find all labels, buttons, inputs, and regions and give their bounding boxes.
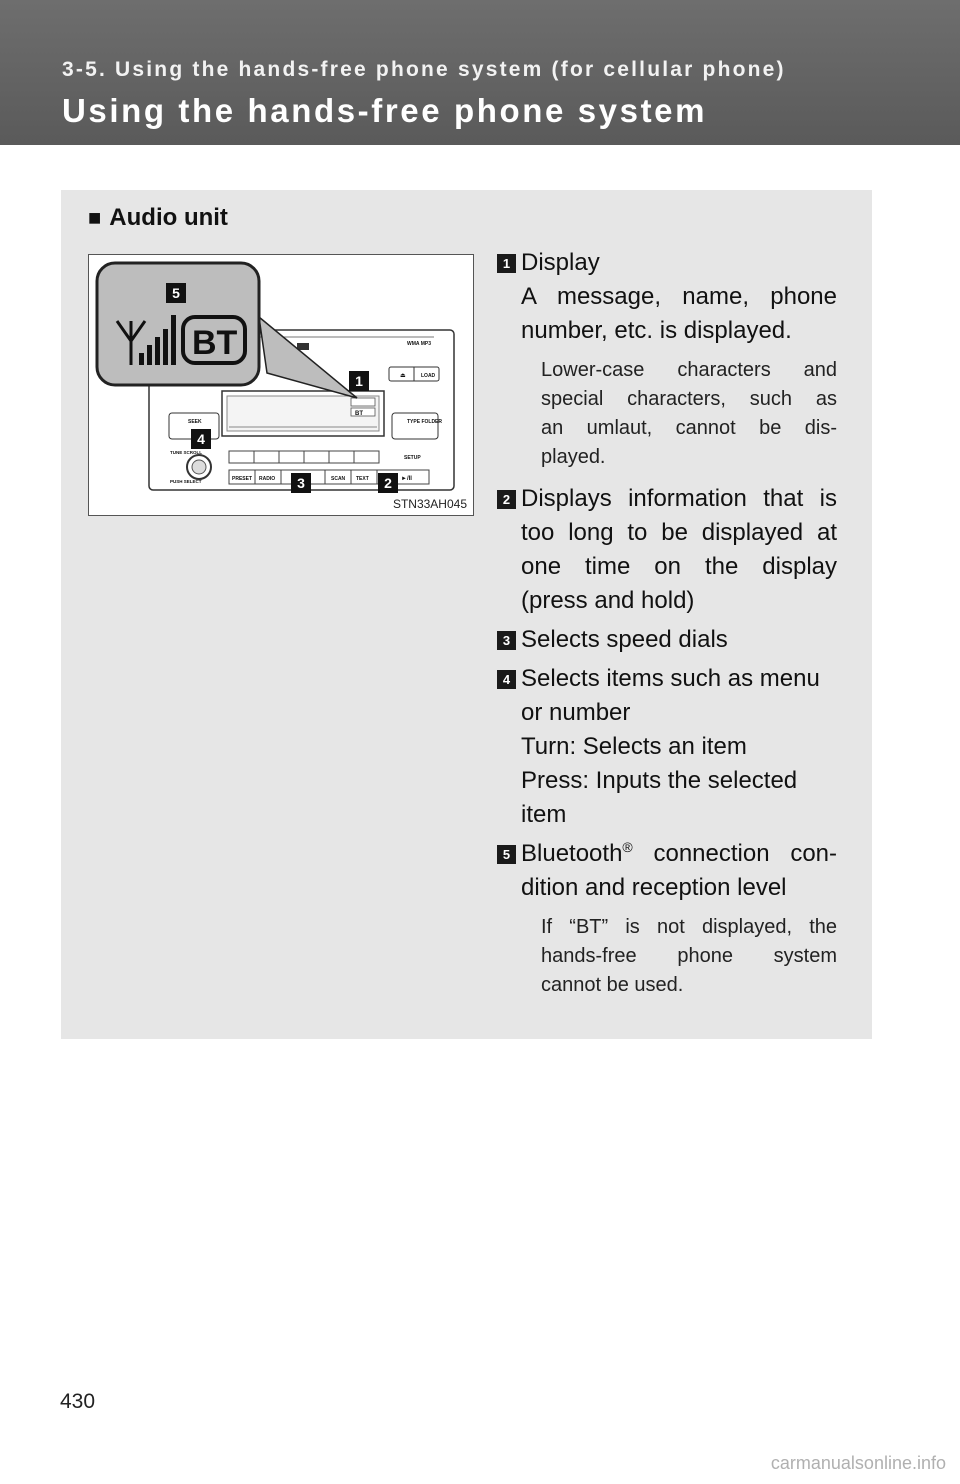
item-1-line-2: A message, name, phone [521,283,837,310]
item-number-1: 1 [497,254,516,273]
wma-mp3-label: WMA MP3 [407,341,431,347]
callout-5-label: 5 [172,285,180,301]
item-2-line-1: Displays information that is [521,485,837,512]
list-item-4 [497,662,837,832]
registered-mark: ® [622,839,633,855]
bt-badge-text: BT [192,324,238,362]
item-5-note-line-3: cannot be used. [541,974,684,996]
item-4-line-5: item [521,801,567,828]
callout-4 [191,429,211,449]
callout-3 [291,473,311,493]
item-number-4: 4 [497,670,516,689]
item-5-line-1 [521,837,837,871]
item-1-note-line-3: an umlaut, cannot be dis- [541,417,837,439]
item-2-line-4: (press and hold) [521,587,695,614]
audio-unit-illustration [89,255,473,515]
section-heading-text: Audio unit [109,204,228,231]
audio-unit-figure [88,254,474,516]
callout-2-label: 2 [384,475,392,491]
item-4-line-4: Press: Inputs the selected [521,767,798,794]
item-3-line-1: Selects speed dials [521,626,728,653]
item-1-note-line-4: played. [541,446,606,468]
callout-3-label: 3 [297,475,305,491]
item-2-line-2: too long to be displayed at [521,519,837,546]
play-pause-label: ►/II [401,476,412,482]
item-number-5: 5 [497,845,516,864]
item-5-line-1-rest: connection con- [632,840,837,867]
chapter-title: 3-5. Using the hands-free phone system (for cellular phone) [62,58,786,81]
item-1-line-1: Display [521,249,600,276]
text-label: TEXT [356,476,369,482]
page-number: 430 [60,1390,96,1413]
section-heading [88,204,228,232]
radio-label: RADIO [259,476,276,482]
item-5-note [541,913,837,1000]
push-select-label: PUSH SELECT [170,479,202,484]
scan-label: SCAN [331,476,346,482]
type-folder-button [392,413,438,439]
setup-label: SETUP [404,455,421,461]
list-item-1 [497,246,837,472]
seek-label: SEEK [188,419,202,425]
item-5-line-2: dition and reception level [521,874,787,901]
item-5-note-line-2: hands-free phone system [541,945,837,967]
list-item-5 [497,837,837,1000]
item-1-note-line-2: special characters, such as [541,388,837,410]
preset-label: PRESET [232,476,253,482]
item-4-line-1: Selects items such as menu [521,665,820,692]
item-5-bluetooth: Bluetooth [521,840,623,867]
page-header [0,0,960,145]
item-number-2: 2 [497,490,516,509]
list-item-3 [497,623,837,657]
item-5-note-line-1: If “BT” is not displayed, the [541,916,837,938]
figure-code: STN33AH045 [392,497,467,511]
callout-1-label: 1 [355,373,363,389]
callout-4-label: 4 [197,431,205,447]
tune-scroll-label: TUNE SCROLL [170,450,202,455]
load-label: LOAD [421,373,436,379]
list-item-2 [497,482,837,618]
watermark: carmanualsonline.info [770,1453,946,1473]
item-1-line-3: number, etc. is displayed. [521,317,792,344]
item-2-line-3: one time on the display [521,553,837,580]
callout-5 [166,283,186,303]
page-title: Using the hands-free phone system [62,92,708,129]
item-4-line-3: Turn: Selects an item [521,733,747,760]
item-1-note-line-1: Lower-case characters and [541,359,837,381]
display-bt-mini: BT [355,411,363,417]
callout-2 [378,473,398,493]
callout-1 [349,371,369,391]
item-4-line-2: or number [521,699,631,726]
eject-icon: ⏏ [400,373,406,379]
item-list [497,246,837,1010]
type-folder-label: TYPE FOLDER [407,419,443,425]
item-number-3: 3 [497,631,516,650]
item-1-note [541,356,837,472]
section-marker: ■ [88,205,102,230]
